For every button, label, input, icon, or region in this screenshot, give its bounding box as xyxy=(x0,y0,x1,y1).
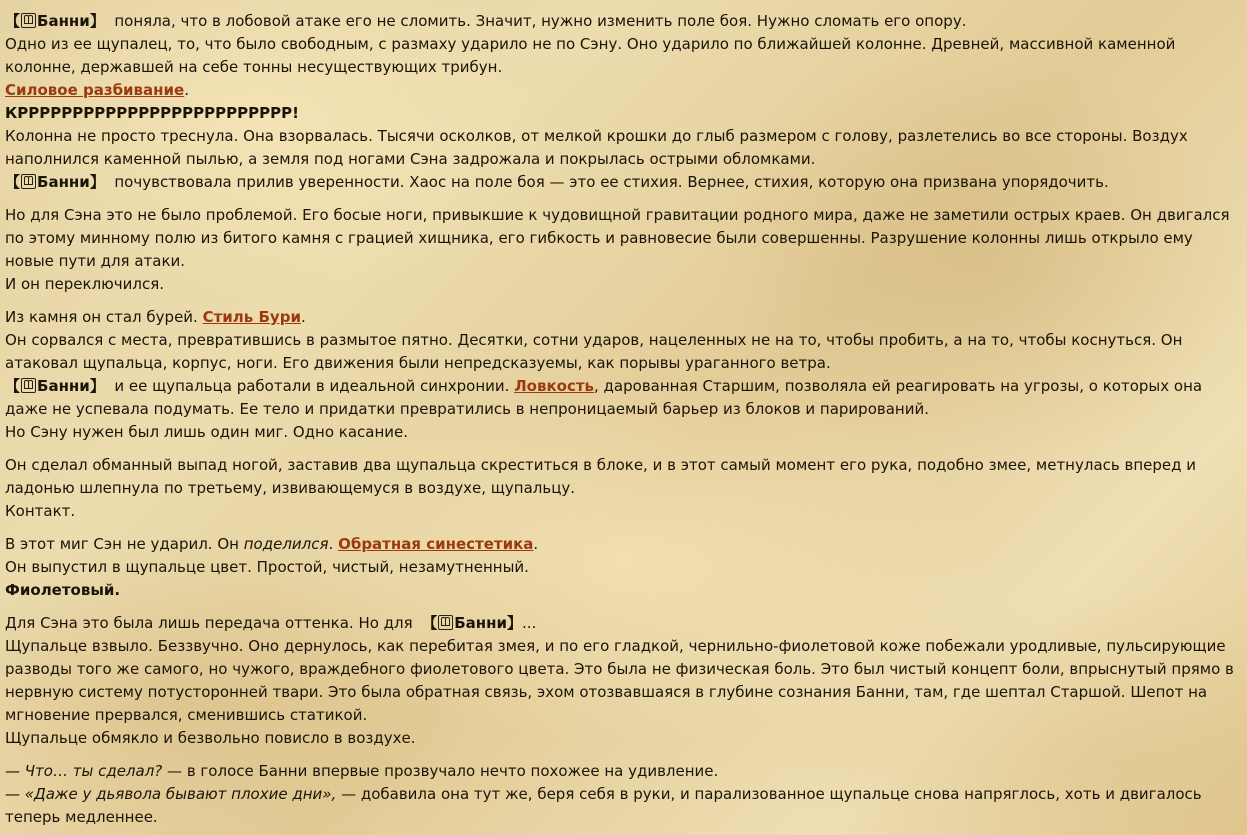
character-name: Банни xyxy=(37,12,90,30)
paragraph-6 xyxy=(5,612,1242,750)
character-tag: 【 Банни】 xyxy=(5,173,105,191)
text-line: Колонна не просто треснула. Она взорвалась. Тысячи осколков, от мелкой крошки до глыб размером с голову, разлетелись во все стороны. Воздух наполнился каменной пылью, а земля под ногами Сэна задрожала и покрылась острыми обломками. xyxy=(5,127,1188,168)
skill-link-power-smash[interactable]: Силовое разбивание xyxy=(5,81,185,99)
character-name: Банни xyxy=(37,173,90,191)
text-line: Он сделал обманный выпад ногой, заставив два щупальца скреститься в блоке, и в этот самый момент его рука, подобно змее, метнулась вперед и ладонью шлепнула по третьему, извивающемуся в воздухе, щупальцу. xyxy=(5,456,1197,497)
text-line: Контакт. xyxy=(5,502,76,520)
text-line: 【 Банни】 и ее щупальца работали в идеальной синхронии. Ловкость, дарованная Старшим, позволяла ей реагировать на угрозы, о которых она даже не успевала подумать. Ее тело и придатки превратились в непроницаемый барьер из блоков и парирований. xyxy=(5,377,1203,418)
character-tag: 【 Банни】 xyxy=(5,12,105,30)
rabbit-icon xyxy=(21,378,36,393)
text-line: Для Сэна это была лишь передача оттенка. Но для 【 Банни】... xyxy=(5,614,537,632)
text-line: Щупальце обмякло и безвольно повисло в воздухе. xyxy=(5,729,416,747)
paragraph-3 xyxy=(5,306,1242,444)
paragraph-2 xyxy=(5,204,1242,296)
text-line: И он переключился. xyxy=(5,275,165,293)
character-tag: 【 Банни】 xyxy=(422,614,523,632)
text-line: 【 Банни】 почувствовала прилив уверенности. Хаос на поле боя — это ее стихия. Вернее, стихия, которую она призвана упорядочить. xyxy=(5,173,1109,191)
text-line: Он сорвался с места, превратившись в размытое пятно. Десятки, сотни ударов, нацеленных не на то, чтобы пробить, а на то, чтобы коснуться. Он атаковал щупальца, корпус, ноги. Его движения были непредсказуемы, как порывы ураганного ветра. xyxy=(5,331,1183,372)
character-tag: 【 Банни】 xyxy=(5,377,105,395)
text-line: Щупальце взвыло. Беззвучно. Оно дернулось, как перебитая змея, и по его гладкой, чернильно-фиолетовой коже побежали уродливые, пульсирующие разводы того же самого, но чужого, враждебного фиолетового цвета. Это была не физическая боль. Это был чистый концепт боли, впрыснутый прямо в нервную систему потусторонней твари. Это была обратная связь, эхом отозвавшаяся в глубине сознания Банни, там, где шептал Старшой. Шепот на мгновение прервался, сменившись статикой. xyxy=(5,637,1234,724)
text-line: Одно из ее щупалец, то, что было свободным, с размаху ударило не по Сэну. Оно ударило по ближайшей колонне. Древней, массивной каменной колонне, державшей на себе тонны несуществующих трибун. xyxy=(5,35,1176,76)
paragraph-1 xyxy=(5,10,1242,194)
text-line: Но для Сэна это не было проблемой. Его босые ноги, привыкшие к чудовищной гравитации родного мира, даже не заметили острых краев. Он двигался по этому минному полю из битого камня с грацией хищника, его гибкость и равновесие были совершенны. Разрушение колонны лишь открыло ему новые пути для атаки. xyxy=(5,206,1230,270)
skill-link-agility[interactable]: Ловкость xyxy=(514,377,595,395)
text-line: Силовое разбивание. xyxy=(5,81,190,99)
rabbit-icon xyxy=(21,174,36,189)
sound-effect: КРРРРРРРРРРРРРРРРРРРРРРРРР! xyxy=(5,104,299,122)
paragraph-5 xyxy=(5,533,1242,602)
text-line: Фиолетовый. xyxy=(5,581,121,599)
paragraph-7 xyxy=(5,760,1242,829)
text-line: Из камня он стал бурей. Стиль Бури. xyxy=(5,308,306,326)
text-line: 【 Банни】 поняла, что в лобовой атаке его не сломить. Значит, нужно изменить поле боя. Нужно сломать его опору. xyxy=(5,12,967,30)
paragraph-4 xyxy=(5,454,1242,523)
dialogue-line: — «Даже у дьявола бывают плохие дни», — добавила она тут же, беря себя в руки, и парализованное щупальце снова напряглось, хоть и двигалось теперь медленнее. xyxy=(5,785,1202,826)
text-line: Он выпустил в щупальце цвет. Простой, чистый, незамутненный. xyxy=(5,558,529,576)
text-line: Но Сэну нужен был лишь один миг. Одно касание. xyxy=(5,423,409,441)
rabbit-icon xyxy=(21,13,36,28)
dialogue-line: — Что… ты сделал? — в голосе Банни впервые прозвучало нечто похожее на удивление. xyxy=(5,762,719,780)
character-name: Банни xyxy=(37,377,90,395)
rabbit-icon xyxy=(438,615,453,630)
text-line: В этот миг Сэн не ударил. Он поделился. Обратная синестетика. xyxy=(5,535,539,553)
character-name: Банни xyxy=(454,614,508,632)
skill-link-storm-style[interactable]: Стиль Бури xyxy=(202,308,301,326)
skill-link-reverse-synesthetics[interactable]: Обратная синестетика xyxy=(338,535,534,553)
